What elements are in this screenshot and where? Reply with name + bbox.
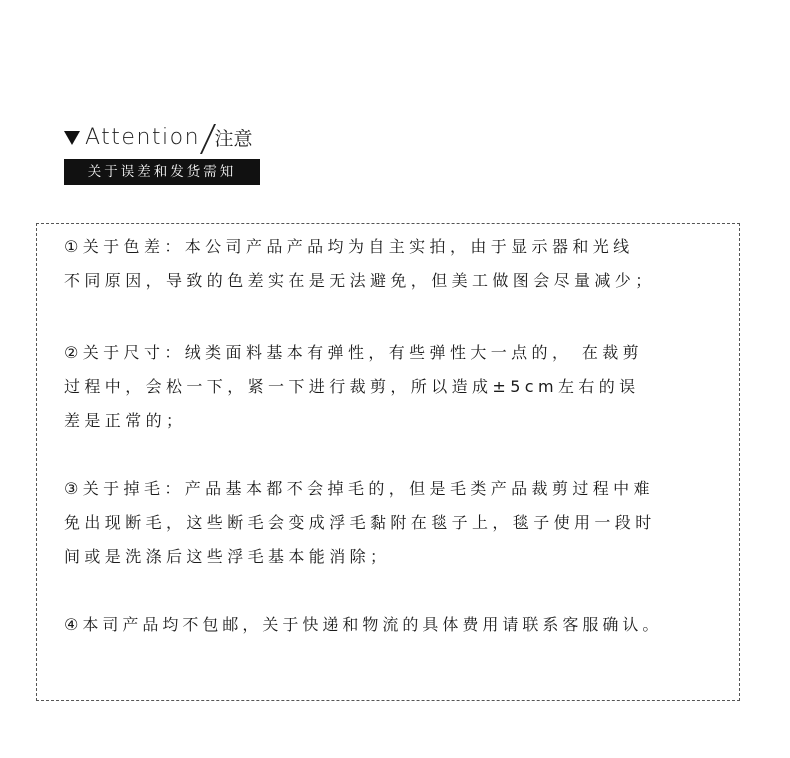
notice-line: ②关于尺寸：绒类面料基本有弹性，有些弹性大一点的， 在裁剪 (64, 343, 644, 362)
notice-line: ③关于掉毛：产品基本都不会掉毛的，但是毛类产品裁剪过程中难 (64, 479, 654, 498)
notice-line: 差是正常的； (64, 411, 187, 430)
notice-line: 间或是洗涤后这些浮毛基本能消除； (64, 547, 391, 566)
subtitle-bar: 关于误差和发货需知 (64, 159, 260, 185)
heading-english: Attention (85, 125, 201, 150)
notice-shipping (64, 608, 662, 642)
attention-heading (64, 120, 253, 152)
slash-divider (200, 124, 215, 154)
notice-line: ①关于色差：本公司产品产品均为自主实拍，由于显示器和光线 (64, 237, 634, 256)
notice-line: 过程中，会松一下，紧一下进行裁剪，所以造成±5cm左右的误 (64, 377, 640, 396)
notice-shedding (64, 472, 656, 574)
notice-line: 免出现断毛，这些断毛会变成浮毛黏附在毯子上，毯子使用一段时 (64, 513, 656, 532)
notice-color-difference (64, 230, 656, 298)
heading-chinese: 注意 (214, 128, 253, 150)
notice-line: 不同原因，导致的色差实在是无法避免，但美工做图会尽量减少； (64, 271, 656, 290)
triangle-down-icon (64, 131, 80, 145)
notice-size (64, 336, 643, 438)
notice-line: ④本司产品均不包邮，关于快递和物流的具体费用请联系客服确认。 (64, 615, 663, 634)
